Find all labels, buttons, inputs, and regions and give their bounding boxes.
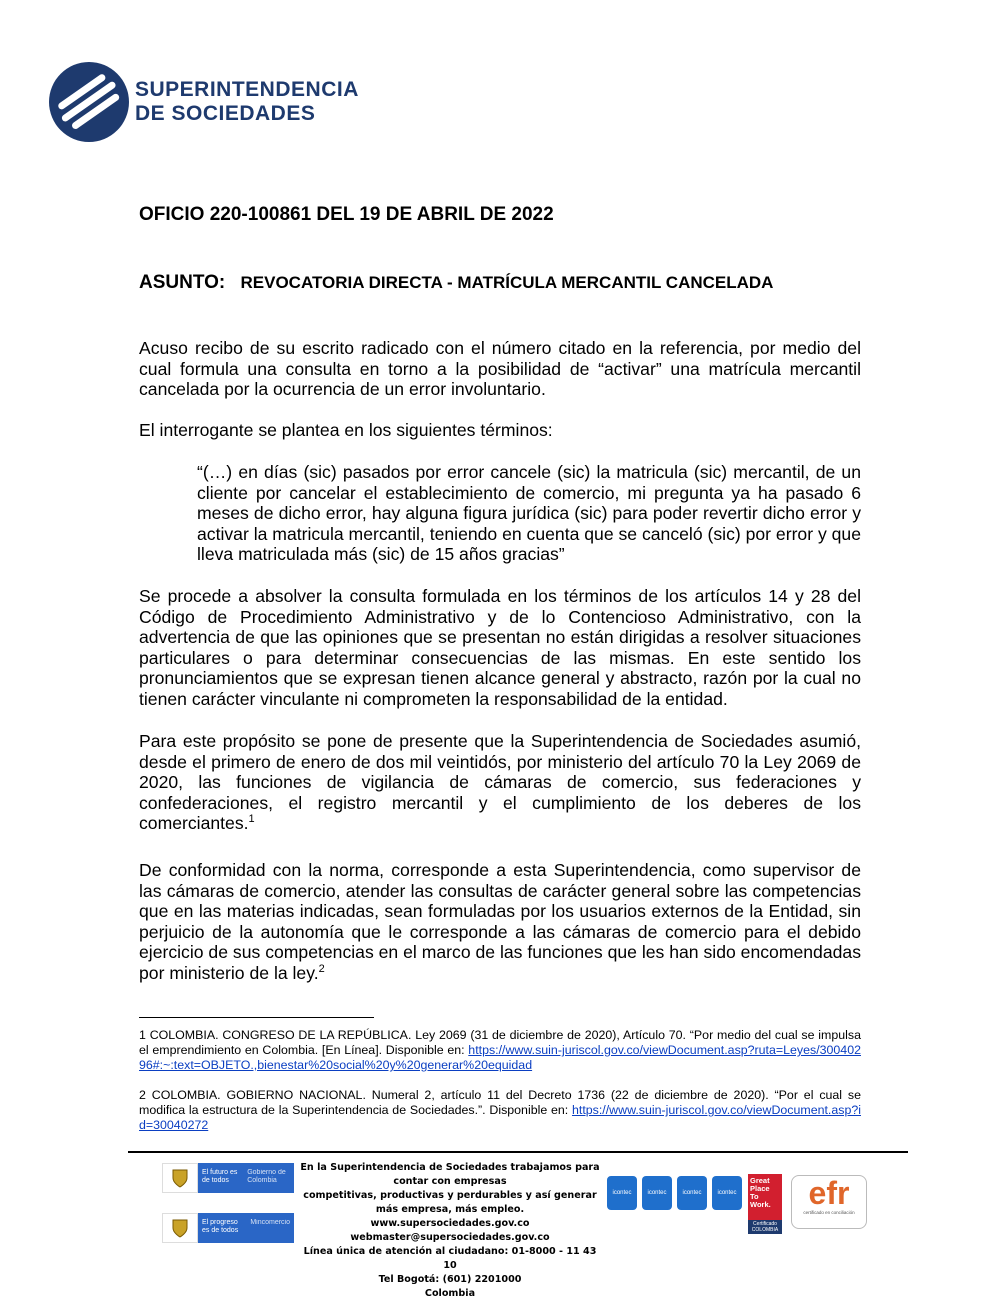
- icontec-cert-badge: [677, 1176, 707, 1222]
- gptw-text: Great Place To Work.: [748, 1174, 782, 1220]
- paragraph-5-text: De conformidad con la norma, corresponde a esta Superintendencia, como supervisor de las cámaras de comercio, atender las consultas de carácter general sobre las competencias que en las materias indicadas, sean formuladas por los usuarios externos de la Entidad, sin perjuicio de la autonomía que le corresponde a las cámaras de comercio para el debido ejercicio de sus competencias en el marco de las funciones que les han sido encomendadas por ministerio de la ley.: [139, 860, 861, 983]
- footnote-2-text: 2 COLOMBIA. GOBIERNO NACIONAL. Numeral 2, artículo 11 del Decreto 1736 (22 de diciembre de 2020). “Por el cual se modifica la estructura de la Superintendencia de Sociedades.”. Disponible en:: [139, 1088, 861, 1117]
- logo-text-line1: SUPERINTENDENCIA: [135, 78, 359, 101]
- icontec-icon: icontec: [607, 1176, 637, 1210]
- gov-badge-futuro: [162, 1163, 294, 1193]
- paragraph-2: El interrogante se plantea en los siguientes términos:: [139, 420, 553, 440]
- logo-emblem-icon: [47, 60, 131, 144]
- icontec-icon: icontec: [677, 1176, 707, 1210]
- gov-badge-progreso: [162, 1213, 294, 1243]
- efr-cert-badge: [791, 1175, 867, 1229]
- footer-line: Colombia: [424, 1288, 476, 1299]
- gov-badge-futuro-subtext: Gobierno de Colombia: [247, 1169, 286, 1184]
- efr-caption: certificado en conciliación: [803, 1210, 855, 1215]
- paragraph-1: Acuso recibo de su escrito radicado con el número citado en la referencia, por medio del cual formula una consulta en torno a la posibilidad de “activar” una matrícula mercantil cancelada por la ocurrencia de un error involuntario.: [139, 338, 861, 400]
- gptw-caption: Certificado COLOMBIA: [748, 1220, 782, 1234]
- footnote-1-text: 1 COLOMBIA. CONGRESO DE LA REPÚBLICA. Ley 2069 (31 de diciembre de 2020), Artículo 70. “Por medio del cual se impulsa el emprendimiento en Colombia. [En Línea]. Disponible en:: [139, 1028, 861, 1057]
- great-place-to-work-badge: [748, 1174, 782, 1232]
- footnote-2: [139, 1088, 861, 1133]
- gov-badge-progreso-band: [198, 1213, 294, 1243]
- coat-of-arms-icon: [162, 1213, 198, 1243]
- paragraph-5: [139, 860, 861, 984]
- quoted-question: “(…) en días (sic) pasados por error cancele (sic) la matricula (sic) mercantil, de un cliente por cancelar el establecimiento de comercio, mi pregunta ya ha pasado 6 meses de dicho error, hay alguna figura jurídica (sic) para poder revertir dicho error y activar la matricula mercantil, teniendo en cuenta que se canceló (sic) por error y que lleva matriculada más (sic) de 15 años gracias”: [197, 462, 862, 565]
- subject-heading: [139, 272, 773, 294]
- coat-of-arms-icon: [162, 1163, 198, 1193]
- footer-contact: [300, 1161, 600, 1301]
- footer-line: Tel Bogotá: (601) 2201000: [378, 1274, 522, 1285]
- paragraph-4: [139, 731, 861, 834]
- gov-badge-progreso-subtext: Mincomercio: [250, 1219, 290, 1226]
- footnote-divider: [139, 1017, 374, 1018]
- icontec-icon: icontec: [642, 1176, 672, 1210]
- gov-badge-futuro-text: El futuro es de todos: [202, 1169, 238, 1184]
- gov-badge-futuro-band: [198, 1163, 294, 1193]
- subject-text: REVOCATORIA DIRECTA - MATRÍCULA MERCANTIL CANCELADA: [240, 273, 774, 292]
- paragraph-4-text: Para este propósito se pone de presente que la Superintendencia de Sociedades asumió, desde el primero de enero de dos mil veintidós, por ministerio del artículo 70 la Ley 2069 de 2020, las funciones de vigilancia de cámaras de comercio, sus federaciones y confederaciones, el registro mercantil y el cumplimiento de los deberes de los comerciantes.: [139, 731, 861, 834]
- footnote-1-link[interactable]: https://www.suin-juriscol.gov.co/viewDocument.asp?ruta=Leyes/30040296#:~:text=OBJETO.,bienestar%20social%20y%20generar%20equidad: [139, 1043, 861, 1072]
- footnote-ref-2[interactable]: 2: [318, 963, 325, 976]
- footer-line: Línea única de atención al ciudadano: 01-8000 - 11 43 10: [303, 1246, 597, 1271]
- icontec-icon: icontec: [712, 1176, 742, 1210]
- icontec-cert-badge: [607, 1176, 637, 1222]
- footnote-1: [139, 1028, 861, 1073]
- footer-website[interactable]: www.supersociedades.gov.co: [370, 1218, 530, 1229]
- footer-divider: [128, 1151, 908, 1153]
- document-title: OFICIO 220-100861 DEL 19 DE ABRIL DE 2022: [139, 204, 554, 225]
- footer-line: En la Superintendencia de Sociedades trabajamos para contar con empresas: [300, 1162, 600, 1187]
- icontec-cert-badge: [642, 1176, 672, 1222]
- footnote-2-link[interactable]: https://www.suin-juriscol.gov.co/viewDocument.asp?id=30040272: [139, 1103, 861, 1132]
- paragraph-3: Se procede a absolver la consulta formulada en los términos de los artículos 14 y 28 del Código de Procedimiento Administrativo y de lo Contencioso Administrativo, con la advertencia de que las opiniones que se presentan no están dirigidas a resolver situaciones particulares o para determinar consecuencias de las mismas. En este sentido los pronunciamientos que se expresan tienen alcance general y abstracto, razón por la cual no tienen carácter vinculante ni comprometen la responsabilidad de la entidad.: [139, 586, 861, 709]
- efr-logo-text: efr: [808, 1175, 850, 1211]
- subject-label: ASUNTO:: [139, 272, 226, 293]
- icontec-cert-badge: [712, 1176, 742, 1222]
- gov-badge-progreso-text: El progreso es de todos: [202, 1219, 239, 1234]
- logo-text-line2: DE SOCIEDADES: [135, 102, 316, 125]
- footer-line: competitivas, productivas y perdurables y así generar más empresa, más empleo.: [303, 1190, 597, 1215]
- logo: [47, 60, 377, 144]
- footer-email[interactable]: webmaster@supersociedades.gov.co: [350, 1232, 550, 1243]
- footnote-ref-1[interactable]: 1: [248, 813, 255, 826]
